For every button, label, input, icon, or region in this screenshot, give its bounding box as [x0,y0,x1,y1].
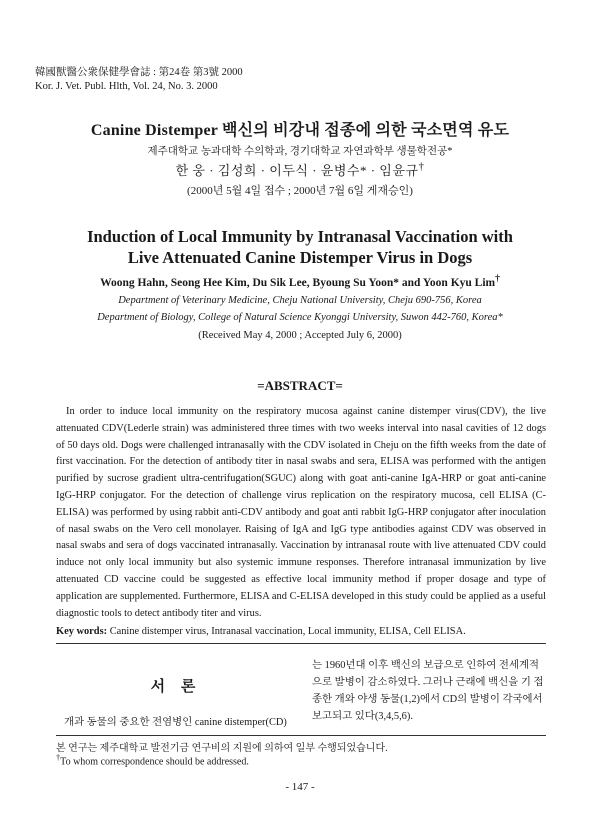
abstract-body [56,404,546,622]
footnote-correspondence [56,753,249,767]
abstract-text: In order to induce local immunity on the respiratory mucosa against canine distemper virus(CDV), the live attenuated CDV(Lederle strain) was administered three times with two weeks interval into nasal cavities of 12 dogs of 50 days old. Dogs were challenged intranasally with the CDV isolated in Cheju on the fifth weeks from the date of first vaccination. For the detection of antibody titer in nasal swabs and sera, ELISA was performed with the antigen purified by sucrose gradient ultra-centrifugation(SGUC) along with goat anti-canine IgA-HRP or goat anti-canine IgG-HRP conjugator. For the detection of challenge virus replication on the respiratory mucosa, cell ELISA (C-ELISA) was performed by using rabbit anti-CDV antibody and goat anti rabbit IgG-HRP conjugator after inoculation of nasal swabs on the Vero cell monolayer. Raising of IgA and IgG type antibodies against CDV was observed in nasal swabs and sera of dogs vaccinated intranasally. Vaccination by intranasal route with live attenuated CDV could induce not only local immunity but also systemic immune responses. Therefore intranasal immunization by live attenuated CD vaccine could be suggested as effective local immunity method if proper dosage and type of application are supplemented. Furthermore, ELISA and C-ELISA developed in this study could be applied as a useful diagnostic tools to detect antibody titer and virus. [56,406,546,619]
footnote-funding: 본 연구는 제주대학교 발전기금 연구비의 지원에 의하여 일부 수행되었습니다. [56,743,388,754]
korean-authors-names: 한 웅 · 김성희 · 이두식 · 윤병수* · 임윤규 [175,163,419,178]
section-divider [56,643,546,644]
english-authors-names: Woong Hahn, Seong Hee Kim, Du Sik Lee, Byoung Su Yoon* and Yoon Kyu Lim [100,276,496,289]
footnote-mark: † [56,753,61,762]
intro-right-line-1: 는 1960년대 이후 백신의 보급으로 인하여 전세계적 [312,660,540,671]
korean-authors-mark: † [418,160,425,173]
english-authors [0,273,600,289]
journal-reference [35,66,243,94]
english-title [0,226,600,268]
intro-right-line-3: 종한 개와 야생 동물(1,2)에서 CD의 발병이 각국에서 [312,694,543,705]
intro-heading: 서 론 [150,679,202,695]
korean-title: Canine Distemper 백신의 비강내 접종에 의한 국소면역 유도 [90,122,510,139]
korean-affiliation: 제주대학교 농과대학 수의학과, 경기대학교 자연과학부 생물학전공* [147,146,453,157]
english-received: (Received May 4, 2000 ; Accepted July 6, 2000) [198,330,402,341]
abstract-heading: =ABSTRACT= [257,378,343,393]
korean-authors [0,160,600,179]
page-number: - 147 - [285,781,315,793]
intro-right-line-4: 보고되고 있다(3,4,5,6). [312,711,413,722]
keywords-text: Canine distemper virus, Intranasal vaccination, Local immunity, ELISA, Cell ELISA. [107,626,466,637]
intro-right-column [312,657,552,725]
korean-dates: (2000년 5월 4일 접수 ; 2000년 7월 6일 게재승인) [187,185,413,197]
journal-korean: 韓國獸醫公衆保健學會誌 : 第24卷 第3號 2000 [35,67,243,78]
footnote-correspondence-text: To whom correspondence should be addressed. [60,756,249,768]
english-affiliation-2: Department of Biology, College of Natural Science Kyonggi University, Suwon 442-760, Korea* [97,312,503,323]
keywords [56,626,546,637]
footnote-divider [56,735,546,736]
english-authors-mark: † [495,273,500,284]
english-title-line1: Induction of Local Immunity by Intranasal Vaccination with [87,227,513,246]
journal-english: Kor. J. Vet. Publ. Hlth, Vol. 24, No. 3. 2000 [35,81,218,92]
keywords-label: Key words: [56,626,108,637]
english-affiliation-1: Department of Veterinary Medicine, Cheju National University, Cheju 690-756, Korea [118,295,482,306]
english-title-line2: Live Attenuated Canine Distemper Virus in Dogs [127,248,473,267]
intro-right-line-2: 으로 발병이 감소하였다. 그러나 근래에 백신을 기 접 [312,677,544,688]
intro-left-text: 개과 동물의 중요한 전염병인 canine distemper(CD) [64,717,287,728]
